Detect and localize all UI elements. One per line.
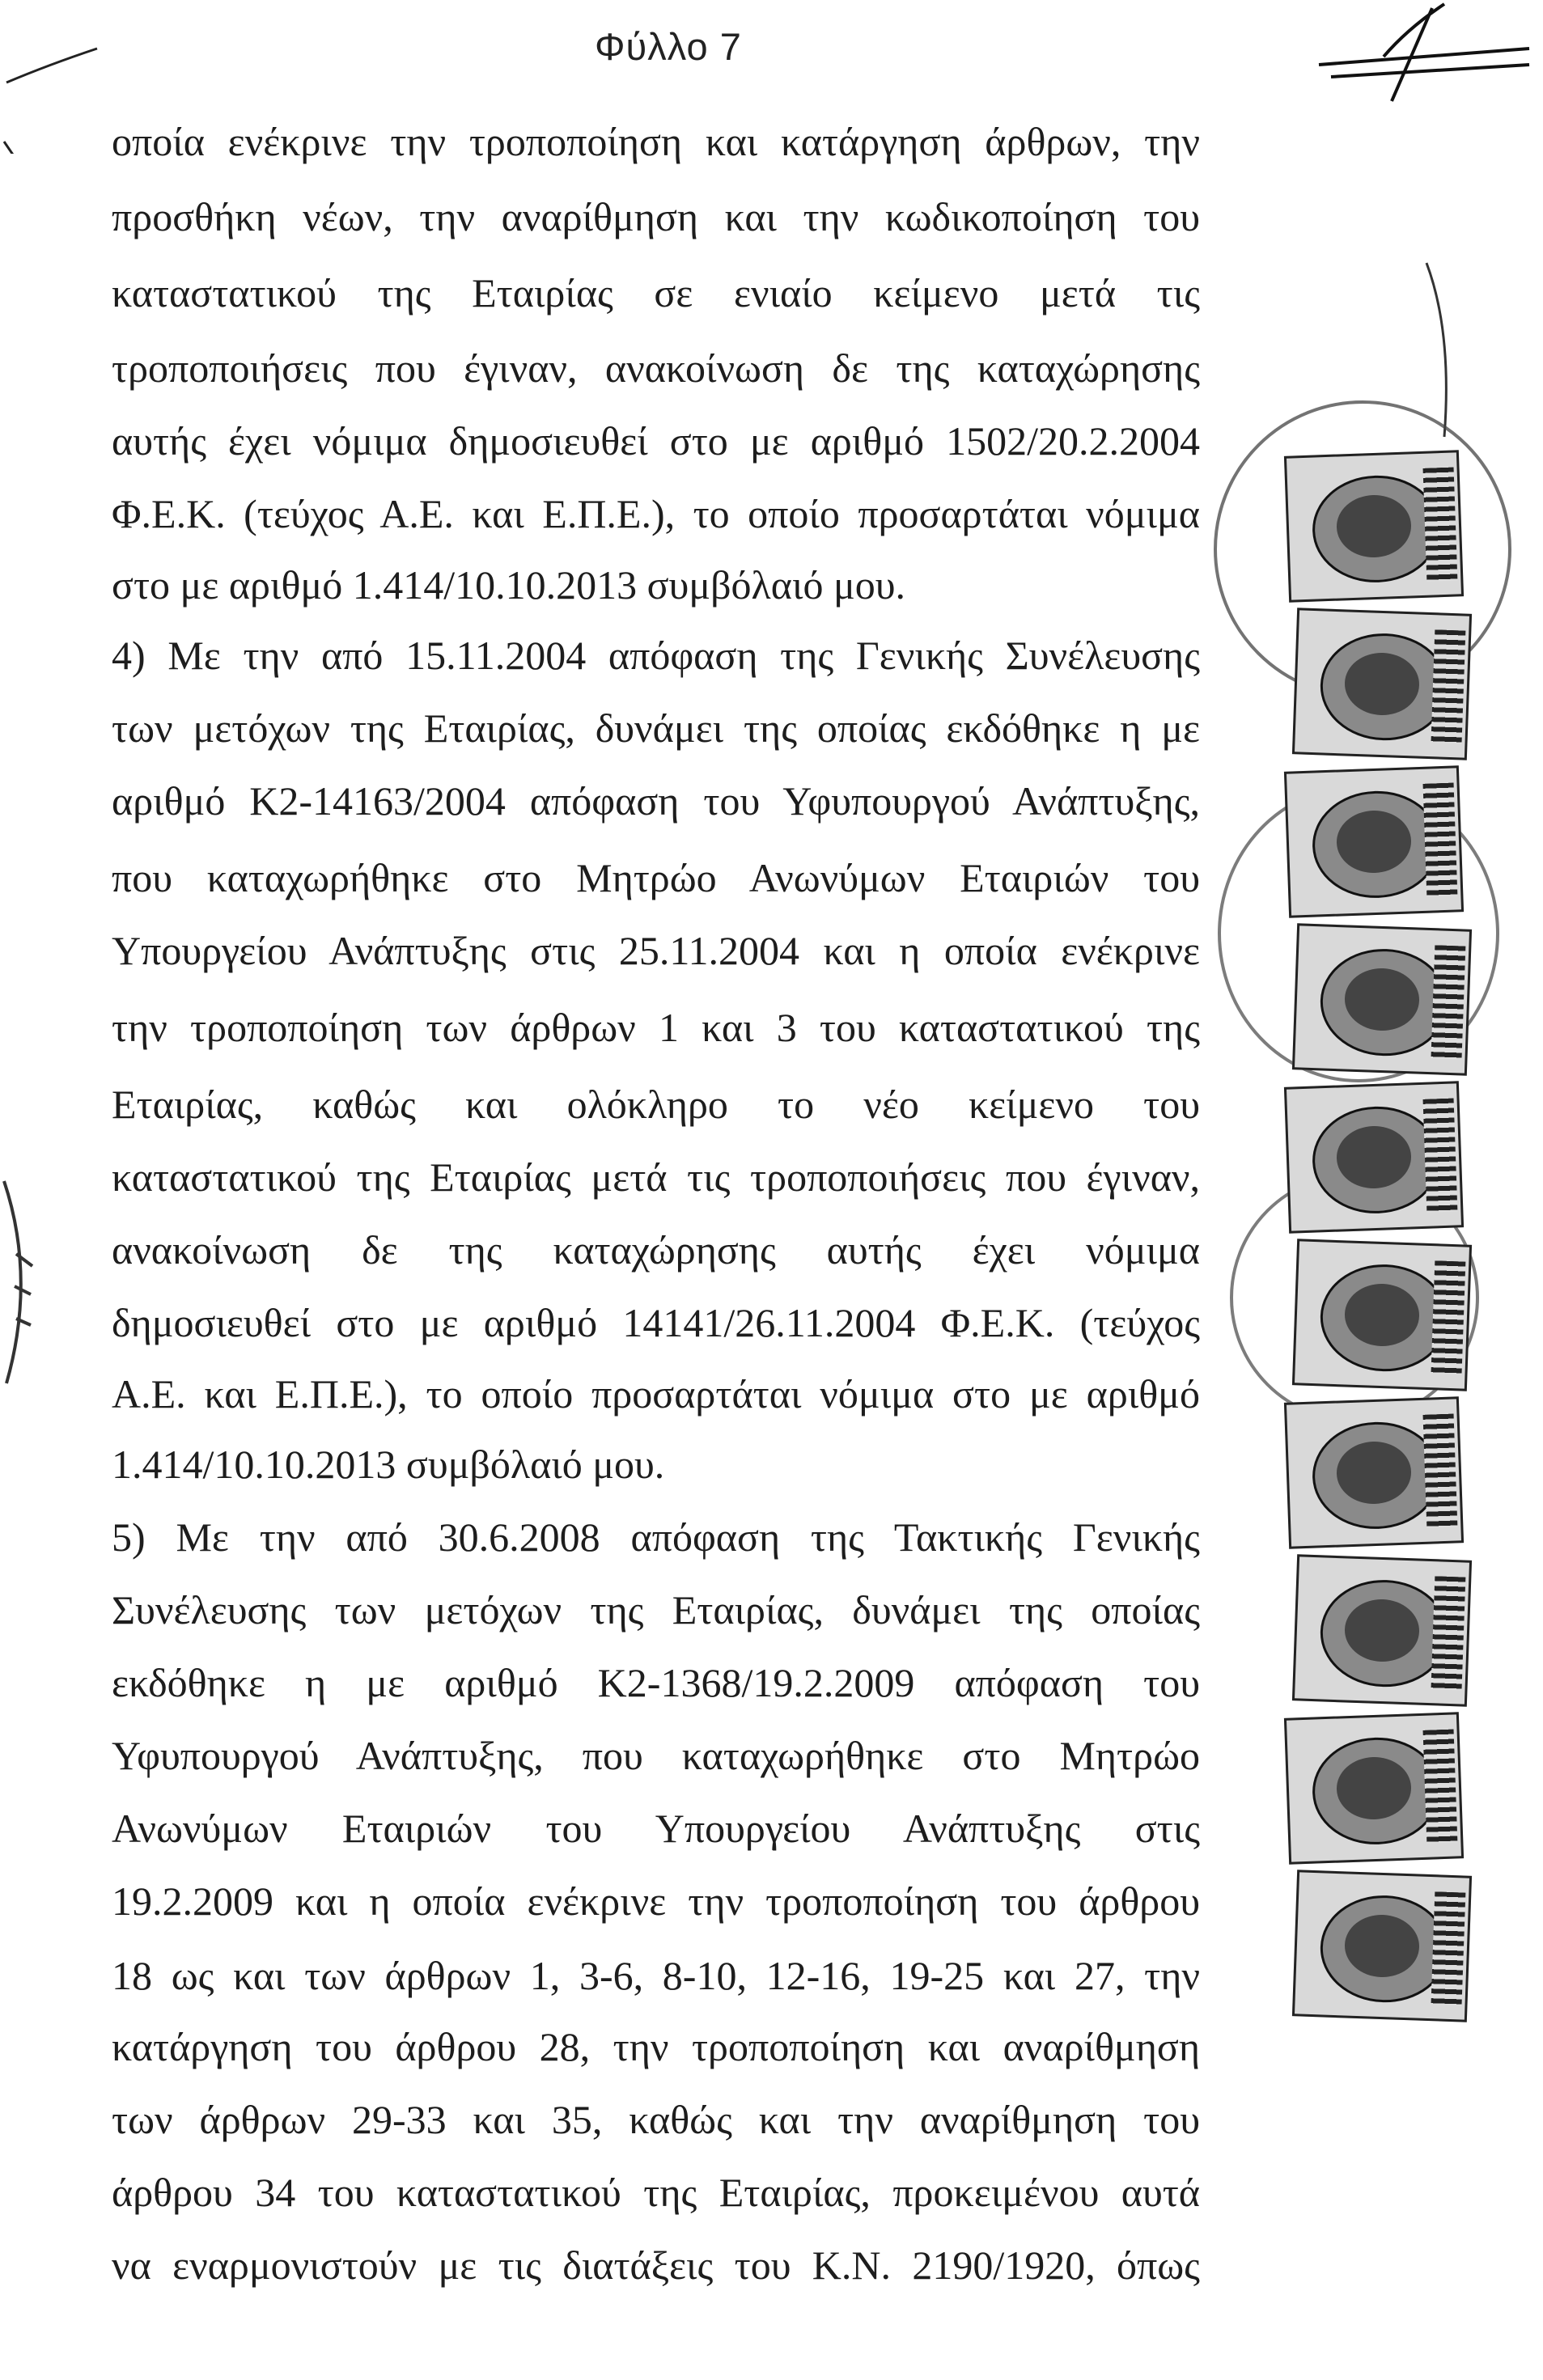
fiscal-stamp xyxy=(1292,608,1472,760)
text-line: 1.414/10.10.2013 συμβόλαιό μου. xyxy=(112,1442,665,1487)
left-margin-stamp-fragment xyxy=(0,1165,49,1391)
fiscal-stamp-value-strip xyxy=(1431,1891,1466,2005)
text-line: να εναρμονιστούν με τις διατάξεις του Κ.Ν. 2190/1920, όπως xyxy=(112,2242,1200,2288)
fiscal-stamp xyxy=(1284,450,1464,602)
text-line: δημοσιευθεί στο με αριθμό 14141/26.11.2004 Φ.Ε.Κ. (τεύχος xyxy=(112,1300,1200,1345)
fiscal-stamp-value-strip xyxy=(1431,945,1466,1059)
text-line: καταστατικού της Εταιρίας μετά τις τροποποιήσεις που έγιναν, xyxy=(112,1154,1200,1200)
fiscal-stamp xyxy=(1292,1239,1472,1391)
text-line: εκδόθηκε η με αριθμό Κ2-1368/19.2.2009 απόφαση του xyxy=(112,1660,1200,1705)
fiscal-stamps-column xyxy=(1238,421,1505,1998)
text-line: στο με αριθμό 1.414/10.10.2013 συμβόλαιό μου. xyxy=(112,562,906,608)
text-line: των μετόχων της Εταιρίας, δυνάμει της οποίας εκδόθηκε η με xyxy=(112,705,1200,751)
fiscal-stamp xyxy=(1284,1712,1464,1864)
text-line: των άρθρων 29-33 και 35, καθώς και την αναρίθμηση του xyxy=(112,2097,1200,2142)
text-line: ανακοίνωση δε της καταχώρησης αυτής έχει νόμιμα xyxy=(112,1227,1200,1273)
handwritten-signature xyxy=(1270,0,1537,105)
text-line: αριθμό Κ2-14163/2004 απόφαση του Υφυπουργού Ανάπτυξης, xyxy=(112,778,1200,824)
text-line: Ανωνύμων Εταιριών του Υπουργείου Ανάπτυξης στις xyxy=(112,1806,1200,1851)
text-line: κατάργηση του άρθρου 28, την τροποποίηση και αναρίθμηση xyxy=(112,2024,1200,2069)
fiscal-stamp xyxy=(1284,1396,1464,1548)
fiscal-stamp xyxy=(1292,923,1472,1075)
text-line: Υπουργείου Ανάπτυξης στις 25.11.2004 και η οποία ενέκρινε xyxy=(112,928,1200,973)
fiscal-stamp-value-strip xyxy=(1423,467,1458,581)
text-line: προσθήκη νέων, την αναρίθμηση και την κωδικοποίηση του xyxy=(112,194,1200,239)
fiscal-stamp xyxy=(1292,1554,1472,1706)
fiscal-stamp-value-strip xyxy=(1431,1260,1466,1374)
text-line: άρθρου 34 του καταστατικού της Εταιρίας, προκειμένου αυτά xyxy=(112,2170,1200,2215)
fiscal-stamp-value-strip xyxy=(1423,1413,1458,1527)
fiscal-stamp-value-strip xyxy=(1423,782,1458,896)
handwritten-tick-mark xyxy=(0,32,129,154)
text-line: 18 ως και των άρθρων 1, 3-6, 8-10, 12-16, 19-25 και 27, την xyxy=(112,1953,1200,1998)
text-line: τροποποιήσεις που έγιναν, ανακοίνωση δε της καταχώρησης xyxy=(112,345,1200,391)
text-line: την τροποποίηση των άρθρων 1 και 3 του καταστατικού της xyxy=(112,1005,1200,1050)
fiscal-stamp xyxy=(1292,1870,1472,2022)
fiscal-stamp xyxy=(1284,1081,1464,1233)
fiscal-stamp-value-strip xyxy=(1431,629,1466,743)
page-title: Φύλλο 7 xyxy=(595,25,742,68)
text-line: Α.Ε. και Ε.Π.Ε.), το οποίο προσαρτάται νόμιμα στο με αριθμό xyxy=(112,1371,1200,1417)
fiscal-stamp-value-strip xyxy=(1431,1576,1466,1690)
text-line: Φ.Ε.Κ. (τεύχος Α.Ε. και Ε.Π.Ε.), το οποίο προσαρτάται νόμιμα xyxy=(112,491,1200,536)
fiscal-stamp-value-strip xyxy=(1423,1729,1458,1843)
text-line: αυτής έχει νόμιμα δημοσιευθεί στο με αριθμό 1502/20.2.2004 xyxy=(112,418,1200,464)
text-line: Συνέλευσης των μετόχων της Εταιρίας, δυνάμει της οποίας xyxy=(112,1587,1200,1633)
text-line: οποία ενέκρινε την τροποποίηση και κατάργηση άρθρων, την xyxy=(112,119,1200,164)
text-line: καταστατικού της Εταιρίας σε ενιαίο κείμενο μετά τις xyxy=(112,270,1200,315)
fiscal-stamp xyxy=(1284,765,1464,917)
text-line: που καταχωρήθηκε στο Μητρώο Ανωνύμων Εταιριών του xyxy=(112,855,1200,900)
text-line: 19.2.2009 και η οποία ενέκρινε την τροποποίηση του άρθρου xyxy=(112,1878,1200,1924)
text-line: Υφυπουργού Ανάπτυξης, που καταχωρήθηκε στο Μητρώο xyxy=(112,1733,1200,1778)
text-line: Εταιρίας, καθώς και ολόκληρο το νέο κείμενο του xyxy=(112,1082,1200,1127)
fiscal-stamp-value-strip xyxy=(1423,1098,1458,1212)
text-line: 5) Με την από 30.6.2008 απόφαση της Τακτικής Γενικής xyxy=(112,1514,1200,1560)
text-line: 4) Με την από 15.11.2004 απόφαση της Γενικής Συνέλευσης xyxy=(112,633,1200,678)
